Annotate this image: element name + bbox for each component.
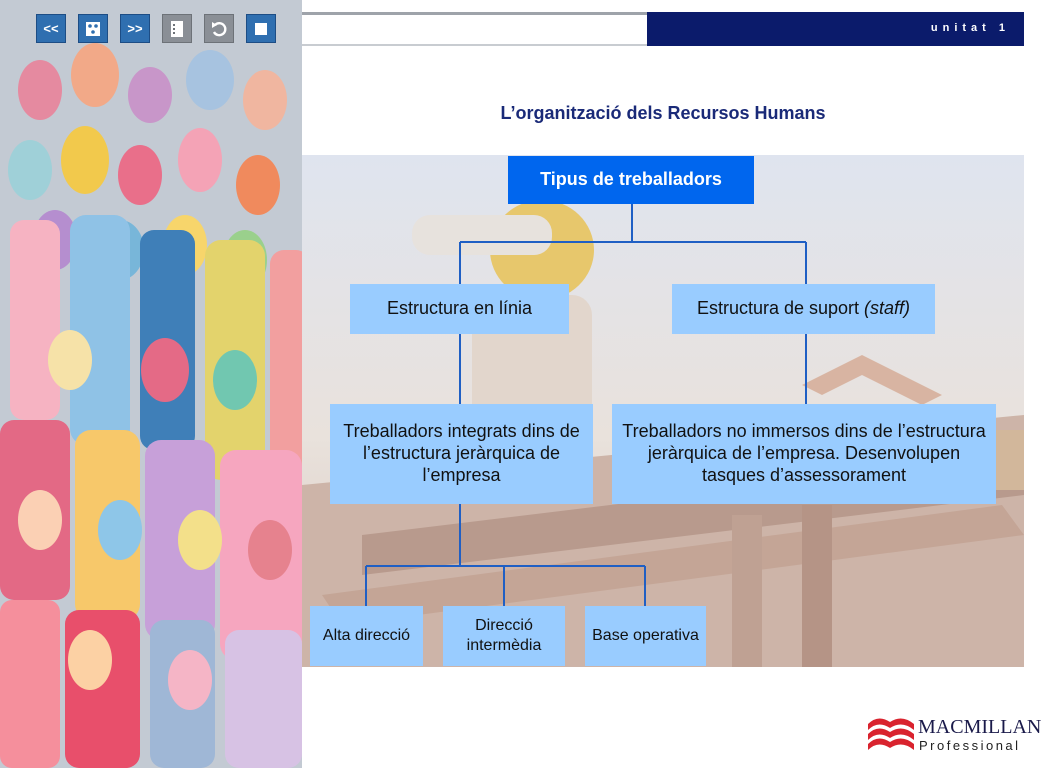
line-description-node: Treballadors integrats dins de l’estructura jeràrquica de l’empresa <box>330 404 593 504</box>
staff-structure-node <box>672 284 935 334</box>
leaf-node-senior-management: Alta direcció <box>310 606 423 666</box>
leaf-node-operational-base: Base operativa <box>585 606 706 666</box>
root-node: Tipus de treballadors <box>508 156 754 204</box>
logo-brand: MACMILLAN <box>918 716 1041 738</box>
page-title: L’organització dels Recursos Humans <box>500 103 826 123</box>
leaf-node-middle-management: Direcció intermèdia <box>443 606 565 666</box>
staff-structure-label: Estructura de suport <box>696 298 865 319</box>
macmillan-logo <box>866 712 1041 758</box>
line-structure-node: Estructura en línia <box>350 284 569 334</box>
logo-subtitle: Professional <box>919 738 1021 753</box>
next-button[interactable]: >> <box>120 14 150 43</box>
staff-description-node: Treballadors no immersos dins de l’estructura jeràrquica de l’empresa. Desenvolupen tasques d’assessorament <box>612 404 996 504</box>
previous-button[interactable]: << <box>36 14 66 43</box>
unit-label: unitat 1 <box>930 22 1010 34</box>
macmillan-emblem-icon <box>866 712 916 756</box>
staff-structure-italic: (staff) <box>864 298 911 319</box>
